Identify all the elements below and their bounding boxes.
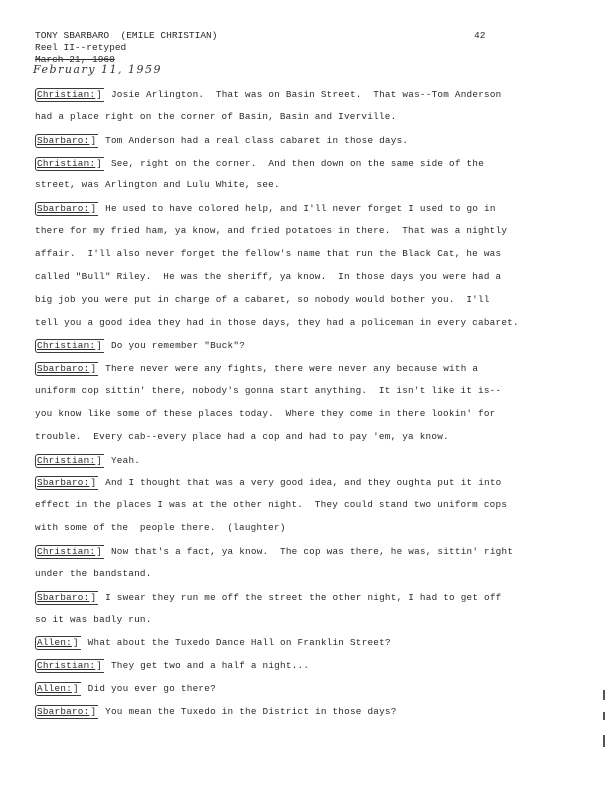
transcript-line: [35, 339, 245, 353]
speaker-label: [35, 339, 104, 353]
speaker-label: [35, 202, 98, 216]
header-date-handwritten: February 11, 1959: [33, 63, 162, 76]
speaker-name: Sbarbaro:: [37, 705, 90, 717]
transcript-line: [35, 202, 496, 216]
transcript-line: [35, 179, 280, 191]
line-text: And I thought that was a very good idea, and they oughta put it into: [99, 477, 502, 489]
speaker-name: Allen:: [37, 683, 72, 695]
line-text: effect in the places I was at the other night. They could stand two uniform cops: [35, 499, 508, 511]
transcript-line: [35, 317, 519, 329]
header-reel: Reel II--retyped: [35, 42, 127, 53]
line-text: street, was Arlington and Lulu White, see.: [35, 179, 280, 191]
speaker-label: [35, 362, 98, 376]
speaker-label: [35, 134, 98, 148]
speaker-label: [35, 659, 104, 673]
scan-edge-mark: [603, 712, 605, 720]
line-text: had a place right on the corner of Basin, Basin and Iverville.: [35, 110, 397, 122]
line-text: Tom Anderson had a real class cabaret in those days.: [99, 134, 409, 146]
transcript-line: [35, 499, 507, 511]
line-text: under the bandstand.: [35, 567, 152, 579]
speaker-name: Christian:: [37, 546, 96, 557]
speaker-name: Sbarbaro:: [37, 134, 90, 146]
speaker-name: Allen:: [37, 637, 72, 649]
scan-edge-mark: [603, 690, 605, 700]
speaker-name: Christian:: [37, 660, 96, 672]
line-text: What about the Tuxedo Dance Hall on Franklin Street?: [81, 637, 391, 649]
line-text: trouble. Every cab--every place had a cop and had to pay 'em, ya know.: [35, 430, 449, 442]
line-text: I swear they run me off the street the other night, I had to get off: [99, 591, 502, 603]
scan-edge-mark: [603, 735, 605, 747]
transcript-line: [35, 225, 507, 237]
transcript-line: [35, 476, 502, 490]
transcript-line: [35, 659, 309, 673]
transcript-line: [35, 591, 502, 605]
line-text: you know like some of these places today. Where they come in there lookin' for: [35, 407, 496, 419]
transcript-line: [35, 111, 396, 123]
transcript-line: [35, 522, 286, 534]
transcript-line: [35, 362, 478, 376]
line-text: You mean the Tuxedo in the District in those days?: [99, 705, 397, 717]
speaker-label: [35, 157, 104, 171]
transcript-line: [35, 271, 501, 283]
speaker-label: [35, 591, 98, 605]
line-text: Josie Arlington. That was on Basin Street. That was--Tom Anderson: [105, 89, 502, 100]
speaker-name: Christian:: [37, 340, 96, 352]
speaker-label: [35, 88, 104, 102]
page-number: 42: [474, 30, 486, 41]
speaker-name: Sbarbaro:: [37, 203, 90, 215]
line-text: called "Bull" Riley. He was the sheriff, ya know. In those days you were had a: [35, 270, 502, 282]
transcript-line: [35, 248, 501, 260]
speaker-label: [35, 454, 104, 468]
line-text: tell you a good idea they had in those days, they had a policeman in every cabaret.: [35, 316, 519, 328]
speaker-label: [35, 636, 81, 650]
speaker-name: Sbarbaro:: [37, 477, 90, 489]
line-text: so it was badly run.: [35, 613, 152, 625]
header-date-struck: March 21, 1960: [35, 54, 115, 65]
speaker-name: Christian:: [37, 454, 96, 466]
speaker-name: Sbarbaro:: [37, 363, 90, 375]
speaker-name: Christian:: [37, 89, 96, 100]
line-text: There never were any fights, there were never any because with a: [99, 363, 479, 375]
transcript-line: [35, 294, 490, 306]
transcript-line: [35, 545, 513, 559]
speaker-name: Christian:: [37, 157, 96, 169]
line-text: big job you were put in charge of a cabaret, so nobody would bother you. I'll: [35, 293, 490, 305]
line-text: uniform cop sittin' there, nobody's gonna start anything. It isn't like it is--: [35, 385, 502, 397]
line-text: Did you ever go there?: [81, 683, 216, 695]
speaker-label: [35, 682, 81, 696]
speaker-label: [35, 476, 98, 490]
speaker-label: [35, 545, 104, 559]
line-text: Yeah.: [105, 454, 141, 466]
header-title: TONY SBARBARO (EMILE CHRISTIAN): [35, 30, 218, 41]
transcript-line: [35, 454, 140, 468]
transcript-line: [35, 408, 496, 420]
transcript-line: [35, 682, 216, 696]
transcript-line: [35, 157, 484, 171]
transcript-line: [35, 385, 501, 397]
line-text: They get two and a half a night...: [105, 660, 310, 672]
line-text: Do you remember "Buck"?: [105, 340, 246, 352]
line-text: there for my fried ham, ya know, and fried potatoes in there. That was a nightly: [35, 225, 508, 237]
line-text: affair. I'll also never forget the fellow's name that run the Black Cat, he was: [35, 247, 502, 259]
transcript-line: [35, 636, 391, 650]
line-text: See, right on the corner. And then down on the same side of the: [105, 157, 485, 169]
transcript-line: [35, 705, 397, 719]
transcript-line: [35, 431, 449, 443]
line-text: with some of the people there. (laughter): [35, 522, 286, 534]
transcript-line: [35, 568, 152, 580]
transcript-line: [35, 88, 502, 102]
transcript-line: [35, 614, 152, 626]
speaker-label: [35, 705, 98, 719]
transcript-line: [35, 134, 408, 148]
line-text: He used to have colored help, and I'll never forget I used to go in: [99, 203, 496, 215]
line-text: Now that's a fact, ya know. The cop was there, he was, sittin' right: [105, 546, 514, 557]
speaker-name: Sbarbaro:: [37, 591, 90, 603]
